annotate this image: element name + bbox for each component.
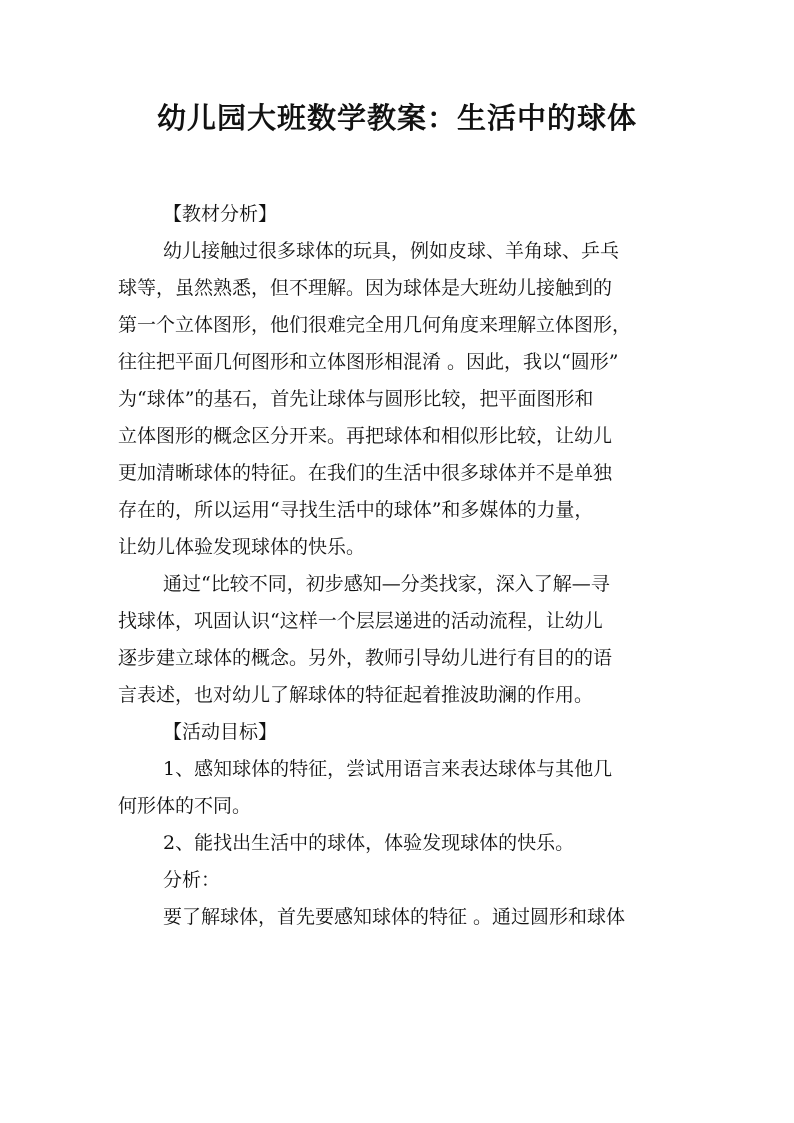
paragraph-line: 幼儿接触过很多球体的玩具，例如皮球、羊角球、乒乓 [163, 240, 620, 262]
paragraph-line: 通过“比较不同，初步感知—分类找家，深入了解—寻 [163, 573, 610, 595]
paragraph-line: 球等，虽然熟悉，但不理解。因为球体是大班幼儿接触到的 [118, 277, 613, 299]
goal-item-2: 2、能找出生活中的球体，体验发现球体的快乐。 [163, 832, 575, 854]
analysis-label: 分析： [163, 869, 221, 891]
paragraph-line: 让幼儿体验发现球体的快乐。 [118, 536, 366, 558]
paragraph-line: 找球体，巩固认识“这样一个层层递进的活动流程，让幼儿 [118, 610, 603, 632]
paragraph-line: 往往把平面几何图形和立体图形相混淆 。因此，我以“圆形” [118, 351, 619, 373]
paragraph-line: 存在的，所以运用“寻找生活中的球体”和多媒体的力量， [118, 499, 594, 521]
goal-item-1 [118, 751, 678, 825]
section-heading-goals: 【活动目标】 [163, 721, 278, 743]
paragraph-line: 第一个立体图形，他们很难完全用几何角度来理解立体图形， [118, 314, 632, 336]
paragraph-analysis [118, 233, 678, 566]
paragraph-line: 1、感知球体的特征，尝试用语言来表达球体与其他几 [163, 758, 613, 780]
section-heading-analysis: 【教材分析】 [163, 203, 278, 225]
document-title: 幼儿园大班数学教案：生活中的球体 [156, 101, 637, 135]
paragraph-line: 逐步建立球体的概念。另外，教师引导幼儿进行有目的的语 [118, 647, 613, 669]
document-body [118, 196, 678, 936]
paragraph-line: 立体图形的概念区分开来。再把球体和相似形比较，让幼儿 [118, 425, 613, 447]
paragraph-line: 言表述，也对幼儿了解球体的特征起着推波助澜的作用。 [118, 684, 594, 706]
paragraph-line: 何形体的不同。 [118, 795, 252, 817]
paragraph-line: 更加清晰球体的特征。在我们的生活中很多球体并不是单独 [118, 462, 613, 484]
paragraph-line: 为“球体”的基石，首先让球体与圆形比较，把平面图形和 [118, 388, 594, 410]
analysis-paragraph-line: 要了解球体，首先要感知球体的特征 。通过圆形和球体 [163, 906, 626, 928]
paragraph-process [118, 566, 678, 714]
